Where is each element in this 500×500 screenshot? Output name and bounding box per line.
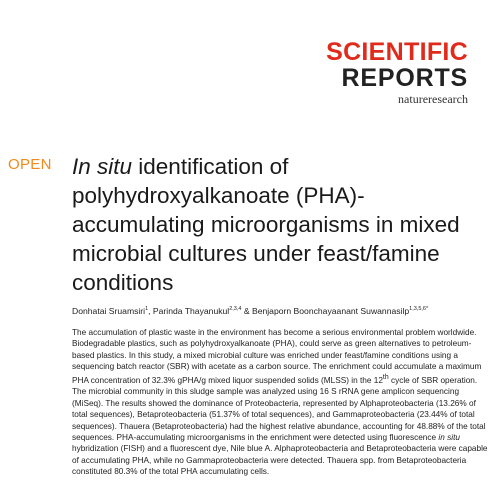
author-2[interactable]: Parinda Thayanukul bbox=[152, 306, 230, 316]
author-1-affiliation: 1 bbox=[145, 306, 149, 313]
author-list bbox=[72, 305, 492, 317]
open-access-label: OPEN bbox=[8, 156, 52, 173]
abstract-part-2: cycle of SBR operation. The microbial community in this sludge sample was analyzed using 16 S rRNA gene amplicon sequencing (MiSeq). The results showed the dominance of Proteobacteria, represented by Alphaproteobacteria (13.26% of total sequences), Betaproteobacteria (51.37% of total sequences), and Gammaproteobacteria (23.44% of total sequences). Thauera (Betaproteobacteria) had the highest relative abundance, accounting for 48.88% of the total sequences. PHA-accumulating microorganisms in the enrichment were detected using fluorescence bbox=[72, 376, 486, 442]
author-3[interactable]: Benjaporn Boonchayaanant Suwannasilp bbox=[251, 306, 410, 316]
author-2-affiliation: 2,3,4 bbox=[229, 306, 242, 313]
title-rest: identification of polyhydroxyalkanoate (PHA)-accumulating microorganisms in mixed microbial cultures under feast/famine conditions bbox=[72, 154, 460, 295]
abstract-text bbox=[72, 327, 490, 477]
author-separator: , bbox=[148, 306, 153, 316]
journal-masthead bbox=[326, 40, 468, 107]
abstract-part-1: The accumulation of plastic waste in the environment has become a serious environmental problem worldwide. Biodegradable plastics, such as polyhydroxyalkanoate (PHA), could serve as green alternatives to petroleum-based plastics. In this study, a mixed microbial culture was enriched under feast/famine conditions using a sequencing batch reactor (SBR) with acetate as a carbon source. The enrichment could accumulate a maximum PHA concentration of 32.3% gPHA/g mixed liquor suspended solids (MLSS) in the 12 bbox=[72, 328, 482, 386]
publisher-name: natureresearch bbox=[398, 92, 468, 106]
abstract-part-3: hybridization (FISH) and a fluorescent dye, Nile blue A. Alphaproteobacteria and Betaproteobacteria were capable of accumulating PHA, while no Gammaproteobacteria were detected. Thauera spp. from Betaproteobacteria constituted 80.3% of the total PHA accumulating cells. bbox=[72, 444, 488, 476]
author-1[interactable]: Donhatai Sruamsiri bbox=[72, 306, 146, 316]
author-3-affiliation: 1,3,5,6* bbox=[409, 306, 429, 313]
title-italic-part: In situ bbox=[72, 154, 133, 179]
journal-name-line1: SCIENTIFIC bbox=[326, 38, 468, 66]
abstract-superscript: th bbox=[382, 374, 389, 382]
author-separator: & bbox=[241, 306, 252, 316]
abstract-italic-term: in situ bbox=[438, 432, 460, 442]
article-title bbox=[72, 152, 472, 297]
journal-name-line2: REPORTS bbox=[341, 64, 468, 92]
